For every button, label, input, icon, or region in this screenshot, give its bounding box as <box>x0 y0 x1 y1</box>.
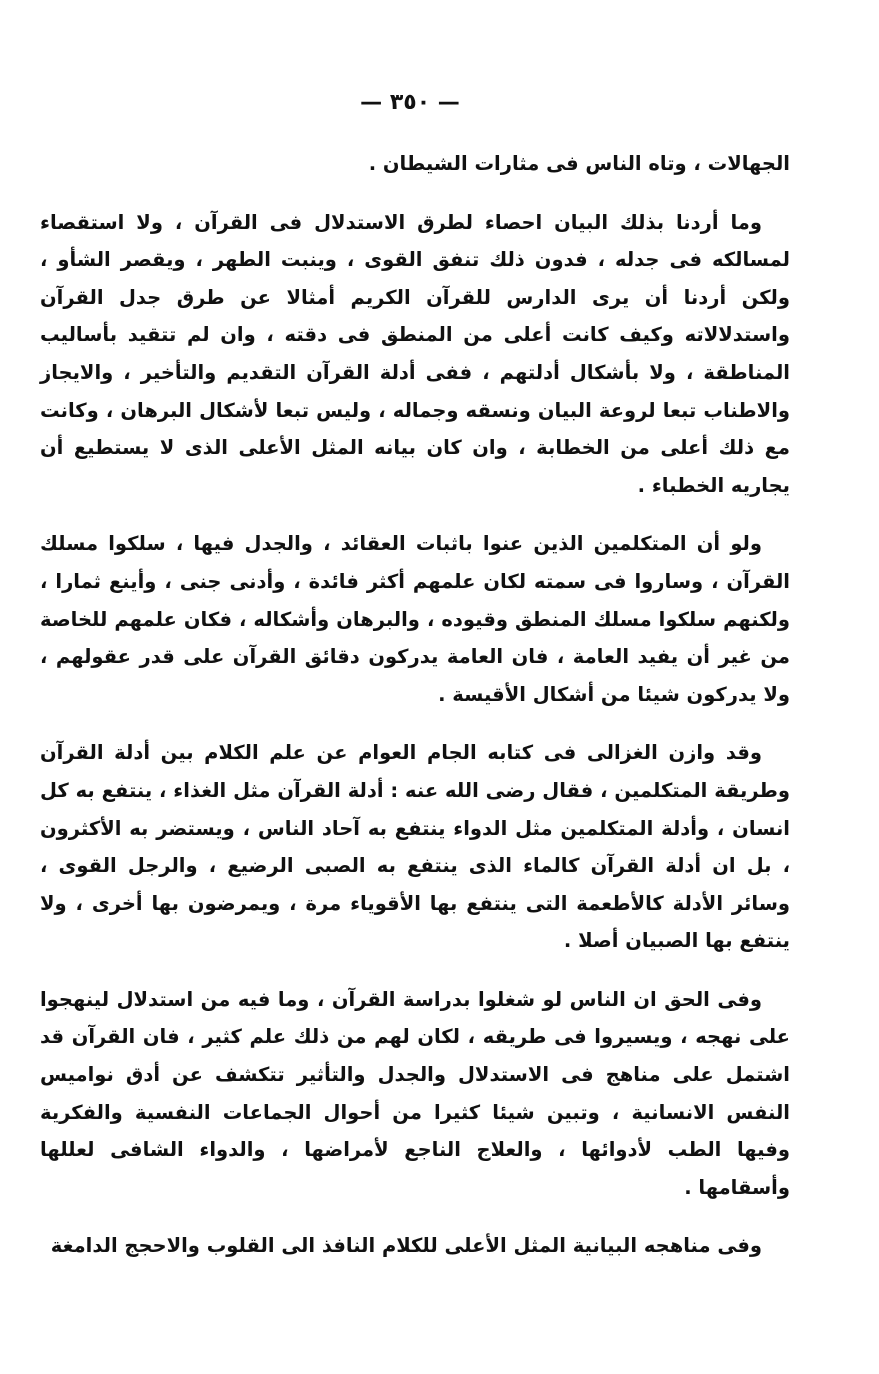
paragraph-continuation: الجهالات ، وتاه الناس فى مثارات الشيطان . <box>368 152 790 175</box>
paragraph: وقد وازن الغزالى فى كتابه الجام العوام عن علم الكلام بين أدلة القرآن وطريقة المتكلمين ، فقال رضى الله عنه : أدلة القرآن مثل الغذاء ، ينتفع به كل انسان ، وأدلة المتكلمين مثل الدواء ينتفع به آحاد الناس ، ويستضر به الأكثرون ، بل ان أدلة القرآن كالماء الذى ينتفع به الصبى الرضيع ، والرجل القوى ، وسائر الأدلة كالأطعمة التى ينتفع بها الأقوياء مرة ، ويمرضون بها أخرى ، ولا ينتفع بها الصبيان أصلا . <box>40 741 790 953</box>
paragraph: ولو أن المتكلمين الذين عنوا باثبات العقائد ، والجدل فيها ، سلكوا مسلك القرآن ، وساروا فى سمته لكان علمهم أكثر فائدة ، وأدنى جنى ، وأينع ثمارا ، ولكنهم سلكوا مسلك المنطق وقيوده ، والبرهان وأشكاله ، فكان علمهم للخاصة من غير أن يفيد العامة ، فان العامة يدركون دقائق القرآن على قدر عقولهم ، ولا يدركون شيئا من أشكال الأقيسة . <box>40 532 790 706</box>
paragraph: وفى مناهجه البيانية المثل الأعلى للكلام النافذ الى القلوب والاحجج الدامغة <box>50 1234 762 1258</box>
page-number: — ٣٥٠ — <box>360 90 460 115</box>
body-text <box>40 145 790 1265</box>
paragraph: وما أردنا بذلك البيان احصاء لطرق الاستدلال فى القرآن ، ولا استقصاء لمسالكه فى جدله ، فدون ذلك تنفق القوى ، وينبت الطهر ، ويقصر الشأو ، ولكن أردنا أن يرى الدارس للقرآن الكريم أمثالا عن طرق جدل القرآن واستدلالاته وكيف كانت أعلى من المنطق فى دقته ، وان لم تتقيد بأساليب المناطقة ، ولا بأشكال أدلتهم ، ففى أدلة القرآن التقديم والتأخير ، والايجاز والاطناب تبعا لروعة البيان ونسقه وجماله ، وليس تبعا لأشكال البرهان ، وكانت مع ذلك أعلى من الخطابة ، وان كان بيانه المثل الأعلى الذى لا يستطيع أن يجاريه الخطباء . <box>40 210 790 497</box>
document-page <box>40 0 840 1374</box>
paragraph: وفى الحق ان الناس لو شغلوا بدراسة القرآن ، وما فيه من استدلال لينهجوا على نهجه ، ويسيروا فى طريقه ، لكان لهم من ذلك علم كثير ، فان القرآن قد اشتمل على مناهج فى الاستدلال والجدل والتأثير تتكشف عن أدق نواميس النفس الانسانية ، وتبين شيئا كثيرا من أحوال الجماعات النفسية والفكرية وفيها الطب لأدوائها ، والعلاج الناجع لأمراضها ، والدواء الشافى لعللها وأسقامها . <box>40 987 790 1199</box>
